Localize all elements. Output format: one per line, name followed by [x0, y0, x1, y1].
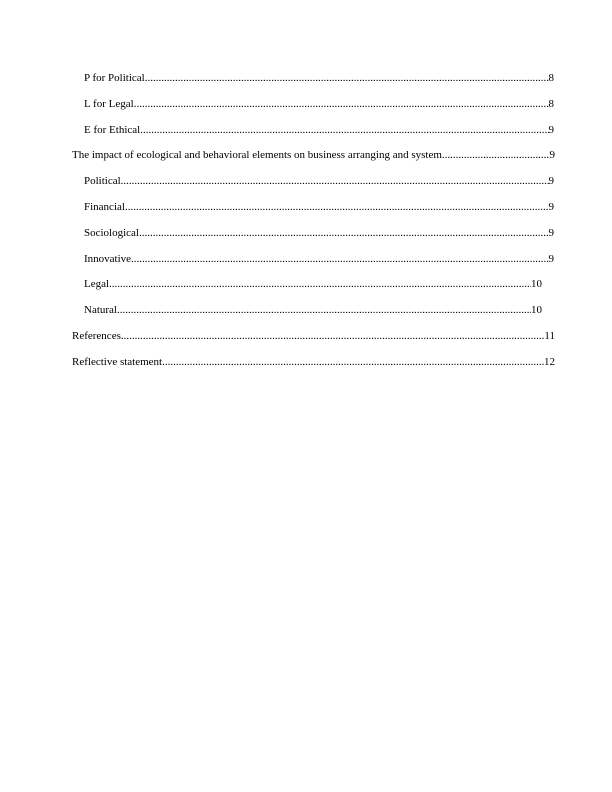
toc-entry-title: Reflective statement [72, 355, 163, 368]
toc-entry-page: 8 [548, 72, 554, 84]
toc-entry-page: 9 [548, 200, 554, 213]
toc-entry-title: Innovative [84, 252, 132, 265]
toc-dot-leader [442, 147, 550, 163]
toc-entry-natural[interactable] [72, 302, 542, 328]
toc-entry-page: 10 [531, 278, 542, 291]
toc-dot-leader [131, 251, 548, 267]
toc-entry-legal[interactable] [72, 276, 542, 302]
toc-entry-title: Financial [84, 200, 125, 213]
toc-entry-references[interactable] [72, 328, 555, 354]
table-of-contents [72, 70, 557, 380]
toc-entry-l-for-legal[interactable] [72, 96, 554, 122]
toc-entry-reflective-statement[interactable] [72, 354, 555, 380]
toc-entry-page: 12 [544, 355, 555, 368]
toc-dot-leader [162, 354, 544, 370]
toc-entry-page: 9 [548, 123, 554, 136]
toc-entry-title: E for Ethical [84, 123, 141, 136]
toc-dot-leader [121, 173, 549, 189]
toc-entry-page: 9 [548, 226, 554, 239]
toc-entry-title: References [72, 329, 121, 342]
toc-dot-leader [140, 122, 548, 138]
toc-entry-page: 9 [549, 149, 555, 162]
toc-entry-title: Natural [84, 304, 117, 317]
toc-dot-leader [121, 328, 545, 344]
toc-entry-sociological[interactable] [72, 225, 554, 251]
toc-dot-leader [125, 199, 549, 215]
toc-entry-page: 8 [548, 97, 554, 110]
toc-dot-leader [145, 70, 549, 86]
toc-entry-title: L for Legal [84, 97, 134, 110]
toc-entry-p-for-political[interactable] [72, 70, 554, 96]
toc-entry-page: 10 [531, 304, 542, 317]
toc-dot-leader [109, 276, 531, 292]
toc-entry-page: 11 [544, 329, 555, 342]
toc-entry-financial[interactable] [72, 199, 554, 225]
toc-dot-leader [117, 302, 531, 318]
toc-entry-page: 9 [548, 252, 554, 265]
toc-entry-e-for-ethical[interactable] [72, 122, 554, 148]
toc-entry-title: The impact of ecological and behavioral elements on business arranging and system [72, 149, 442, 162]
toc-entry-page: 9 [548, 175, 554, 188]
toc-entry-political[interactable] [72, 173, 554, 199]
toc-entry-title: Political [84, 175, 121, 188]
toc-dot-leader [139, 225, 549, 241]
toc-entry-title: Sociological [84, 226, 139, 239]
toc-entry-title: P for Political [84, 72, 145, 84]
toc-entry-impact-of-elements[interactable] [72, 147, 555, 173]
toc-entry-innovative[interactable] [72, 251, 554, 277]
toc-entry-title: Legal [84, 278, 110, 291]
toc-dot-leader [134, 96, 549, 112]
